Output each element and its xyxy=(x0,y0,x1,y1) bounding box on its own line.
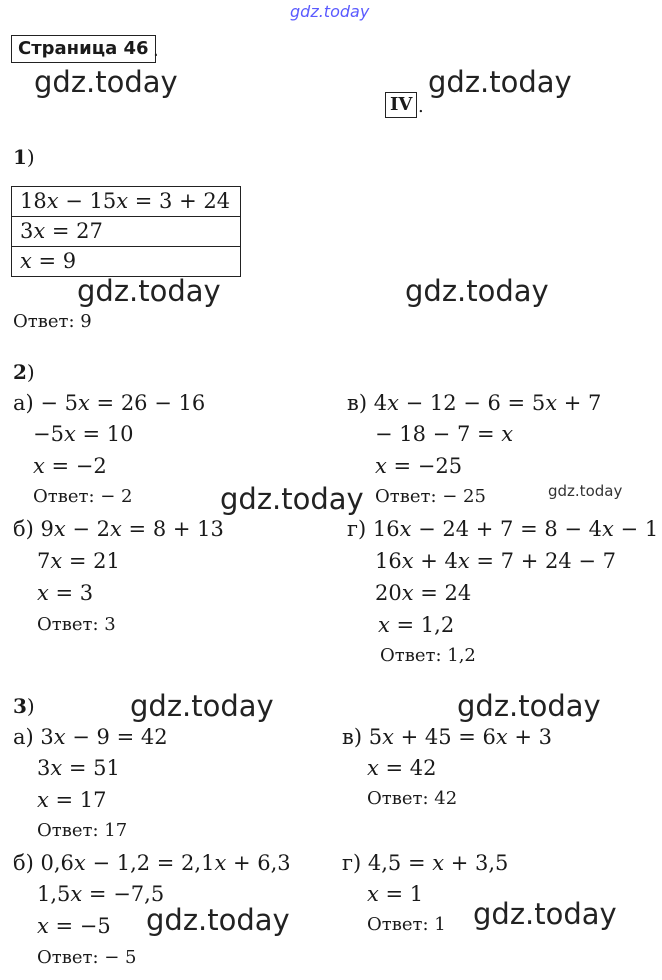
equation-line: а) − 5x = 26 − 16 xyxy=(13,391,206,415)
watermark-top: gdz.today xyxy=(290,2,370,21)
equation-table xyxy=(11,186,241,277)
watermark: gdz.today xyxy=(146,903,290,937)
equation-line: x = 42 xyxy=(367,756,437,780)
page-title-dot: . xyxy=(153,40,159,61)
equation-line: 3x = 51 xyxy=(37,756,120,780)
equation-line: x = −25 xyxy=(375,454,463,478)
equation-line: x = 17 xyxy=(37,788,107,812)
equation-line: б) 0,6x − 1,2 = 2,1x + 6,3 xyxy=(13,851,291,875)
task-paren: ) xyxy=(26,145,35,169)
watermark-small: gdz.today xyxy=(548,482,623,500)
equation-line: 20x = 24 xyxy=(375,581,472,605)
equation-line: в) 4x − 12 − 6 = 5x + 7 xyxy=(347,391,602,415)
answer-line: Ответ: 42 xyxy=(367,788,458,809)
answer-line: Ответ: − 5 xyxy=(37,947,137,968)
watermark: gdz.today xyxy=(220,482,364,516)
equation-line: x = 1,2 xyxy=(378,613,455,637)
equation-line: г) 16x − 24 + 7 = 8 − 4x − 1 xyxy=(347,517,659,541)
answer-line: Ответ: 1,2 xyxy=(380,645,476,666)
watermark: gdz.today xyxy=(405,274,549,308)
task-paren: ) xyxy=(26,360,35,384)
equation-line: − 18 − 7 = x xyxy=(375,422,514,446)
watermark: gdz.today xyxy=(457,689,601,723)
task-1-number xyxy=(13,145,35,169)
equation-line: x = 1 xyxy=(367,882,424,906)
equation-line: а) 3x − 9 = 42 xyxy=(13,725,168,749)
task-number: 3 xyxy=(13,694,27,718)
section-numeral-dot: . xyxy=(418,96,424,117)
task-number: 2 xyxy=(13,360,27,384)
answer-line: Ответ: − 2 xyxy=(33,486,133,507)
page-title: Страница 46 xyxy=(11,35,156,63)
equation-line: x = 3 xyxy=(37,581,94,605)
answer-line: Ответ: − 25 xyxy=(375,486,486,507)
task-1-answer: Ответ: 9 xyxy=(13,311,92,332)
equation-line: б) 9x − 2x = 8 + 13 xyxy=(13,517,224,541)
equation-line: 1,5x = −7,5 xyxy=(37,882,165,906)
section-numeral: IV xyxy=(385,92,417,118)
equation-line: 16x + 4x = 7 + 24 − 7 xyxy=(375,549,617,573)
watermark: gdz.today xyxy=(34,65,178,99)
watermark: gdz.today xyxy=(130,689,274,723)
equation-line: г) 4,5 = x + 3,5 xyxy=(342,851,509,875)
watermark: gdz.today xyxy=(428,65,572,99)
equation-line: 7x = 21 xyxy=(37,549,120,573)
watermark: gdz.today xyxy=(77,274,221,308)
table-row: 3x = 27 xyxy=(12,217,241,247)
task-number: 1 xyxy=(13,145,27,169)
watermark: gdz.today xyxy=(473,897,617,931)
task-2-number xyxy=(13,360,35,384)
answer-line: Ответ: 17 xyxy=(37,820,128,841)
table-row: x = 9 xyxy=(12,247,241,277)
answer-line: Ответ: 1 xyxy=(367,914,446,935)
table-row: 18x − 15x = 3 + 24 xyxy=(12,187,241,217)
equation-line: в) 5x + 45 = 6x + 3 xyxy=(342,725,553,749)
answer-line: Ответ: 3 xyxy=(37,614,116,635)
equation-line: x = −2 xyxy=(33,454,107,478)
equation-line: −5x = 10 xyxy=(33,422,134,446)
equation-line: x = −5 xyxy=(37,914,111,938)
task-paren: ) xyxy=(26,694,35,718)
task-3-number xyxy=(13,694,35,718)
